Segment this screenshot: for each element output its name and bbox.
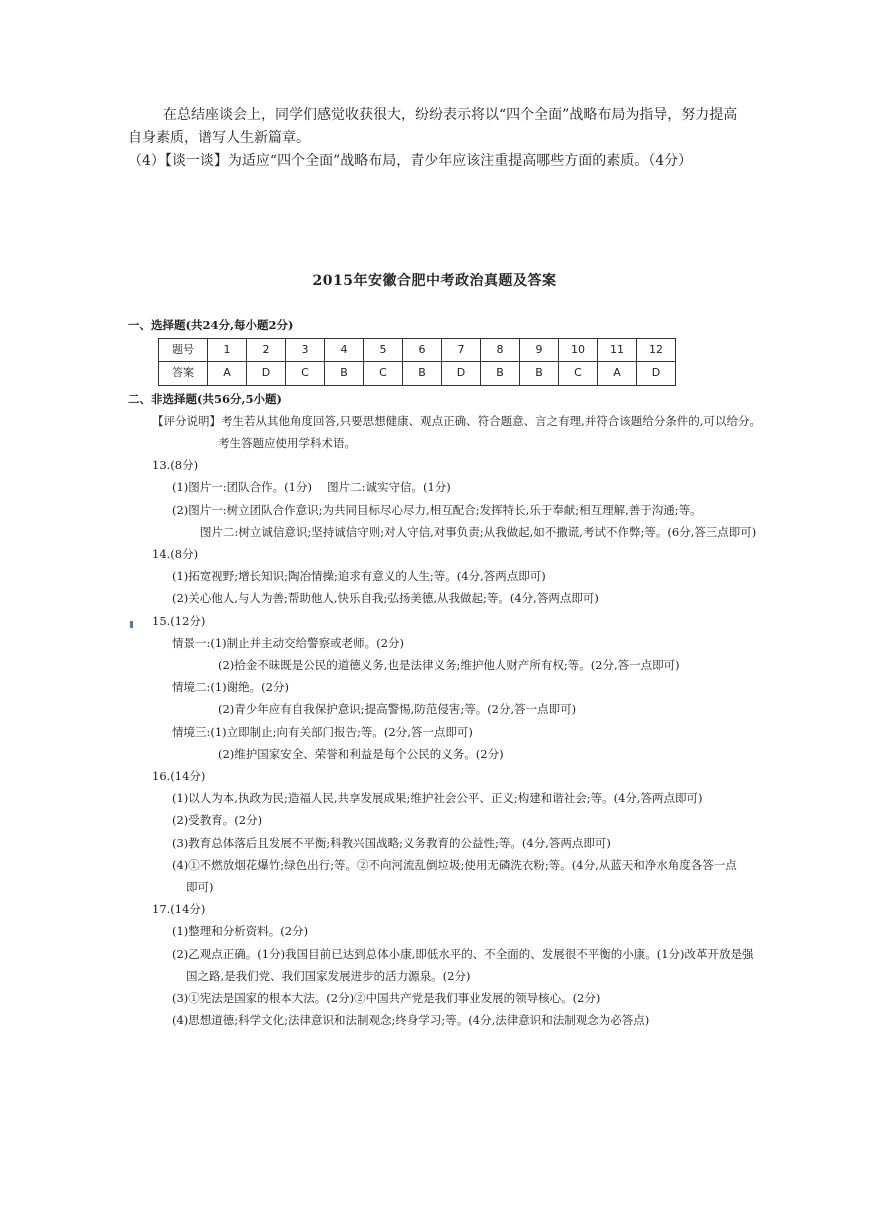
- q15-scene2-b: (2)青少年应有自我保护意识;提高警惕,防范侵害;等。(2分,答一点即可): [218, 702, 577, 717]
- q17-answer-4: (4)思想道德;科学文化;法律意识和法制观念;终身学习;等。(4分,法律意识和法制观念为必答点): [172, 1013, 650, 1028]
- table-cell: C: [559, 362, 598, 385]
- table-cell: A: [208, 362, 247, 385]
- q17-answer-3: (3)①宪法是国家的根本大法。(2分)②中国共产党是我们事业发展的领导核心。(2分): [172, 991, 601, 1006]
- section2-heading: 二、非选择题(共56分,5小题): [128, 391, 282, 406]
- table-cell: B: [403, 362, 442, 385]
- q16-answer-1: (1)以人为本,执政为民;造福人民,共享发展成果;维护社会公平、正义;构建和谐社会;等。(4分,答两点即可): [172, 791, 703, 806]
- q15-scene3-b: (2)维护国家安全、荣誉和利益是每个公民的义务。(2分): [218, 746, 504, 761]
- q17-answer-1: (1)整理和分析资料。(2分): [172, 924, 309, 939]
- table-cell: B: [325, 362, 364, 385]
- q17-answer-2: (2)乙观点正确。(1分)我国目前已达到总体小康,即低水平的、不全面的、发展很不平衡的小康。(1分)改革开放是强: [172, 946, 754, 961]
- table-cell: B: [520, 362, 559, 385]
- q13-answer-3: 图片二:树立诚信意识;坚持诚信守则;对人守信,对事负责;从我做起,如不撒谎,考试不作弊;等。(6分,答三点即可): [200, 524, 757, 539]
- table-cell: 2: [247, 339, 286, 362]
- table-cell: 1: [208, 339, 247, 362]
- table-cell: C: [364, 362, 403, 385]
- q14-heading: 14.(8分): [152, 547, 199, 562]
- scoring-note-2: 考生答题应使用学科术语。: [218, 436, 356, 451]
- table-cell: 11: [598, 339, 637, 362]
- intro-paragraph: 在总结座谈会上，同学们感觉收获很大，纷纷表示将以“四个全面”战略布局为指导，努力提高自身素质，谱写人生新篇章。: [128, 107, 738, 146]
- table-cell: 7: [442, 339, 481, 362]
- q15-scene1-a: 情景一:(1)制止并主动交给警察或老师。(2分): [172, 635, 404, 650]
- q16-heading: 16.(14分): [152, 769, 206, 784]
- table-cell: 8: [481, 339, 520, 362]
- table-cell: 4: [325, 339, 364, 362]
- q15-scene1-b: (2)拾金不昧既是公民的道德义务,也是法律义务;维护他人财产所有权;等。(2分,答一点即可): [218, 658, 680, 673]
- q15-heading: 15.(12分): [152, 613, 206, 628]
- table-cell: D: [247, 362, 286, 385]
- page-title: 2015年安徽合肥中考政治真题及答案: [312, 273, 557, 289]
- table-header-numbers: 题号: [159, 339, 208, 362]
- q16-answer-4: (4)①不燃放烟花爆竹;绿色出行;等。②不向河流乱倒垃圾;使用无磷洗衣粉;等。(4分,从蓝天和净水角度各答一点: [172, 857, 737, 872]
- table-cell: C: [286, 362, 325, 385]
- section1-heading: 一、选择题(共24分,每小题2分): [128, 318, 294, 332]
- answer-table: [158, 338, 676, 385]
- q17-heading: 17.(14分): [152, 902, 206, 917]
- table-cell: D: [637, 362, 676, 385]
- q15-scene3-a: 情境三:(1)立即制止;向有关部门报告;等。(2分,答一点即可): [172, 724, 473, 739]
- q15-scene2-a: 情境二:(1)谢绝。(2分): [172, 680, 289, 695]
- table-cell: 6: [403, 339, 442, 362]
- table-cell: A: [598, 362, 637, 385]
- q17-answer-2-cont: 国之路,是我们党、我们国家发展进步的活力源泉。(2分): [186, 968, 471, 983]
- table-cell: B: [481, 362, 520, 385]
- q14-answer-1: (1)拓宽视野;增长知识;陶冶情操;追求有意义的人生;等。(4分,答两点即可): [172, 569, 546, 584]
- scoring-note: 【评分说明】考生若从其他角度回答,只要思想健康、观点正确、符合题意、言之有理,并符合该题给分条件的,可以给分。: [152, 413, 761, 428]
- answer-sheet: [128, 314, 808, 1032]
- table-cell: 9: [520, 339, 559, 362]
- q13-answer-1: (1)图片一:团队合作。(1分) 图片二:诚实守信。(1分): [172, 480, 451, 495]
- table-row-numbers: [159, 339, 676, 362]
- intro-section: [128, 104, 748, 173]
- table-cell: D: [442, 362, 481, 385]
- table-cell: 3: [286, 339, 325, 362]
- table-cell: 12: [637, 339, 676, 362]
- question-4: （4）【谈一谈】为适应“四个全面”战略布局，青少年应该注重提高哪些方面的素质。（4分）: [128, 153, 693, 169]
- q16-answer-3: (3)教育总体落后且发展不平衡;科教兴国战略;义务教育的公益性;等。(4分,答两点即可): [172, 835, 611, 850]
- q13-answer-2: (2)图片一:树立团队合作意识;为共同目标尽心尽力,相互配合;发挥特长,乐于奉献;相互理解,善于沟通;等。: [172, 502, 702, 517]
- q13-heading: 13.(8分): [152, 458, 199, 473]
- table-row-answers: [159, 362, 676, 385]
- q16-answer-4-cont: 即可): [186, 880, 214, 895]
- table-cell: 10: [559, 339, 598, 362]
- q16-answer-2: (2)受教育。(2分): [172, 813, 263, 828]
- q14-answer-2: (2)关心他人,与人为善;帮助他人,快乐自我;弘扬美德,从我做起;等。(4分,答两点即可): [172, 591, 599, 606]
- table-header-answers: 答案: [159, 362, 208, 385]
- table-cell: 5: [364, 339, 403, 362]
